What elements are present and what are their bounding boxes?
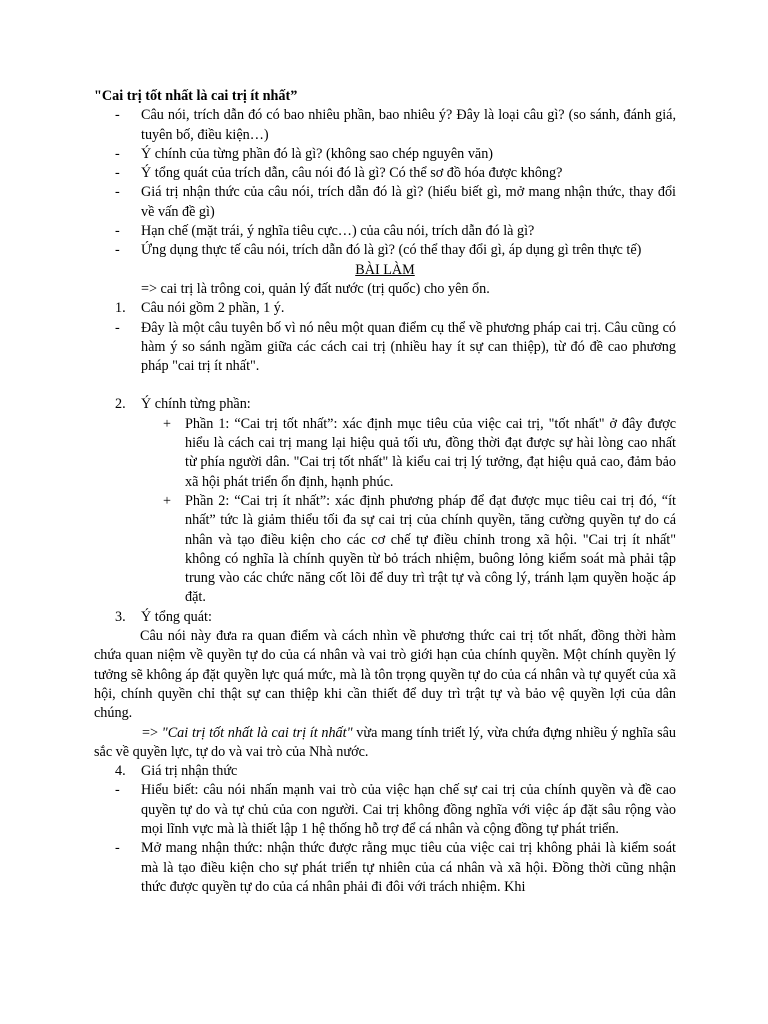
section-number: 1.: [115, 300, 126, 317]
dash-marker: -: [115, 782, 120, 799]
section-1-heading-row: [94, 299, 676, 318]
plus-marker: +: [163, 492, 172, 509]
dash-marker: -: [115, 242, 120, 259]
section-4-heading-row: [94, 762, 676, 781]
plus-marker: +: [163, 415, 172, 432]
section-2-heading-row: [94, 395, 676, 414]
section-2-part: [94, 415, 676, 492]
question-item: [94, 164, 676, 183]
bullet-text: Đây là một câu tuyên bố vì nó nêu một quan điểm cụ thể về phương pháp cai trị. Câu cũng có hàm ý so sánh ngầm giữa các cách cai trị (nhiều hay ít sự can thiệp), từ đó đề cao phương pháp "cai trị ít nhất".: [141, 319, 676, 375]
conclusion-text: vừa mang tính triết lý, vừa chứa đựng nhiều ý nghĩa sâu sắc về quyền lực, tự do và vai trò của Nhà nước.: [94, 724, 676, 760]
question-item: [94, 241, 676, 260]
section-3-heading-row: [94, 608, 676, 627]
dash-marker: -: [115, 840, 120, 857]
section-number: 2.: [115, 396, 126, 413]
section-heading: Câu nói gồm 2 phần, 1 ý.: [141, 300, 285, 317]
question-text: Câu nói, trích dẫn đó có bao nhiêu phần, bao nhiêu ý? Đây là loại câu gì? (so sánh, đánh giá, tuyên bố, điều kiện…): [141, 107, 676, 143]
dash-marker: -: [115, 165, 120, 182]
section-number: 3.: [115, 608, 126, 625]
question-item: [94, 222, 676, 241]
bullet-text: Hiểu biết: câu nói nhấn mạnh vai trò của việc hạn chế sự cai trị của chính quyền và đề cao quyền tự do và tự chủ của con người. Cai trị không đồng nghĩa với việc áp đặt sâu rộng vào mọi lĩnh vực mà là thiết lập 1 hệ thống hỗ trợ để cá nhân và cộng đồng tự phát triển.: [141, 782, 676, 837]
bai-lam-heading-line: [94, 261, 676, 280]
bai-lam-heading: BÀI LÀM: [355, 261, 415, 278]
dash-marker: -: [115, 223, 120, 240]
document-title: "Cai trị tốt nhất là cai trị ít nhất”: [94, 88, 298, 104]
question-item: [94, 145, 676, 164]
dash-marker: -: [115, 107, 120, 124]
conclusion-quote: "Cai trị tốt nhất là cai trị ít nhất": [161, 724, 353, 741]
dash-marker: -: [115, 184, 120, 201]
dash-marker: -: [115, 145, 120, 162]
question-item: [94, 183, 676, 222]
section-4-bullet: [94, 839, 676, 897]
section-heading: Giá trị nhận thức: [141, 763, 238, 780]
blank-line: [94, 376, 676, 395]
section-heading: Ý tổng quát:: [141, 608, 212, 625]
section-3-paragraph: Câu nói này đưa ra quan điểm và cách nhìn về phương thức cai trị tốt nhất, đồng thời hàm chứa quan niệm về quyền tự do của cá nhân và vai trò giới hạn của chính quyền. Một chính quyền lý tưởng sẽ không áp đặt quyền lực quá mức, mà là tôn trọng quyền tự do của cá nhân và tự quyết của xã hội, chính quyền chỉ thật sự can thiệp khi cần thiết để duy trì trật tự và bảo vệ quyền lợi của dân chúng.: [94, 628, 676, 722]
section-number: 4.: [115, 763, 126, 780]
document-body: [94, 87, 676, 897]
bullet-text: Mở mang nhận thức: nhận thức được rằng mục tiêu của việc cai trị không phải là kiểm soát mà là tạo điều kiện cho sự phát triển tự nhiên của cá nhân và xã hội. Đồng thời cũng nhận thức được quyền tự do của cá nhân phải đi đôi với trách nhiệm. Khi: [141, 840, 676, 895]
section-2-part: [94, 492, 676, 608]
conclusion-arrow: =>: [142, 724, 162, 741]
section-4-bullet: [94, 781, 676, 839]
part-text: Phần 2: “Cai trị ít nhất”: xác định phương pháp để đạt được mục tiêu cai trị đó, “ít nhất” tức là giảm thiểu tối đa sự cai trị của chính quyền, tăng cường quyền tự do cá nhân và tạo điều kiện cho các cơ chế tự điều chỉnh trong xã hội. "Cai trị ít nhất" không có nghĩa là chính quyền từ bỏ trách nhiệm, buông lỏng kiểm soát mà phải tập trung vào các chức năng cốt lõi để duy trì trật tự và công lý, tránh lạm quyền hoặc áp đặt.: [185, 492, 676, 606]
section-3-conclusion: [94, 724, 676, 763]
question-text: Ý chính của từng phần đó là gì? (không sao chép nguyên văn): [141, 145, 494, 162]
question-text: Hạn chế (mặt trái, ý nghĩa tiêu cực…) của câu nói, trích dẫn đó là gì?: [141, 223, 535, 240]
question-text: Ý tổng quát của trích dẫn, câu nói đó là gì? Có thể sơ đồ hóa được không?: [141, 165, 563, 182]
question-list: [94, 106, 676, 260]
definition-line: => cai trị là trông coi, quản lý đất nước (trị quốc) cho yên ổn.: [141, 280, 490, 297]
section-1-bullet: [94, 319, 676, 377]
dash-marker: -: [115, 319, 120, 336]
section-heading: Ý chính từng phần:: [141, 396, 251, 413]
question-text: Giá trị nhận thức của câu nói, trích dẫn đó là gì? (hiểu biết gì, mở mang nhận thức, thay đổi về vấn đề gì): [141, 184, 676, 220]
part-text: Phần 1: “Cai trị tốt nhất”: xác định mục tiêu của việc cai trị, "tốt nhất" ở đây được hiểu là cách cai trị mang lại hiệu quả tối ưu, đồng thời đạt được sự hài lòng cao nhất từ phía người dân. "Cai trị tốt nhất" là kiểu cai trị lý tưởng, đạt hiệu quả cao, đảm bảo xã hội phát triển ổn định, hạnh phúc.: [185, 415, 676, 490]
question-text: Ứng dụng thực tế câu nói, trích dẫn đó là gì? (có thể thay đổi gì, áp dụng gì trên thực tế): [141, 242, 642, 259]
question-item: [94, 106, 676, 145]
